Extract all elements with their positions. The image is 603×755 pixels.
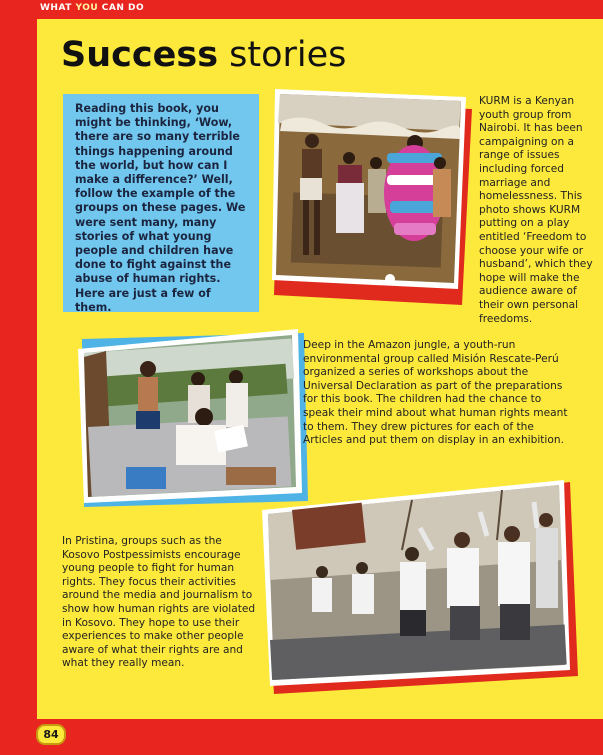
- section-label-prefix: WHAT: [40, 3, 76, 13]
- kurm-photo: [272, 83, 476, 308]
- section-label-suffix: CAN DO: [98, 3, 145, 13]
- intro-box: [63, 94, 259, 312]
- kosovo-photo: [262, 480, 578, 694]
- kosovo-photo-image: [262, 480, 578, 694]
- page-number: 84: [36, 724, 66, 745]
- section-label: [40, 3, 144, 13]
- section-label-highlight: YOU: [75, 3, 99, 13]
- kurm-photo-image: [272, 83, 476, 308]
- kosovo-story-text: In Pristina, groups such as the Kosovo Postpessimists encourage young people to fight for human rights. They focus their activities around the media and journalism to show how human rights are violated in Kosovo. They hope to use their experiences to make other people aware of what their rights are and what they really mean.: [62, 535, 256, 670]
- page-title: [61, 35, 347, 75]
- page-title-rest: stories: [218, 35, 347, 75]
- kurm-story-text: KURM is a Kenyan youth group from Nairobi. It has been campaigning on a range of issues including forced marriage and homelessness. This photo shows KURM putting on a play entitled ‘Freedom to choose your wife or husband’, which they hope will make the audience aware of their own personal freedoms.: [479, 95, 593, 325]
- page-title-bold: Success: [61, 35, 219, 75]
- intro-text: Reading this book, you might be thinking, ‘Wow, there are so many terrible things happening around the world, but how can I make a difference?’ Well, follow the example of the groups on these pages. We were sent many, many stories of what young people and children have done to fight against the abuse of human rights. Here are just a few of them.: [75, 102, 246, 314]
- peru-story-text: Deep in the Amazon jungle, a youth-run environmental group called Misión Rescate-Perú organized a series of workshops about the Universal Declaration as part of the preparations for this book. The children had the chance to speak their mind about what human rights meant to them. They drew pictures for each of the Articles and put them on display in an exhibition.: [303, 339, 568, 447]
